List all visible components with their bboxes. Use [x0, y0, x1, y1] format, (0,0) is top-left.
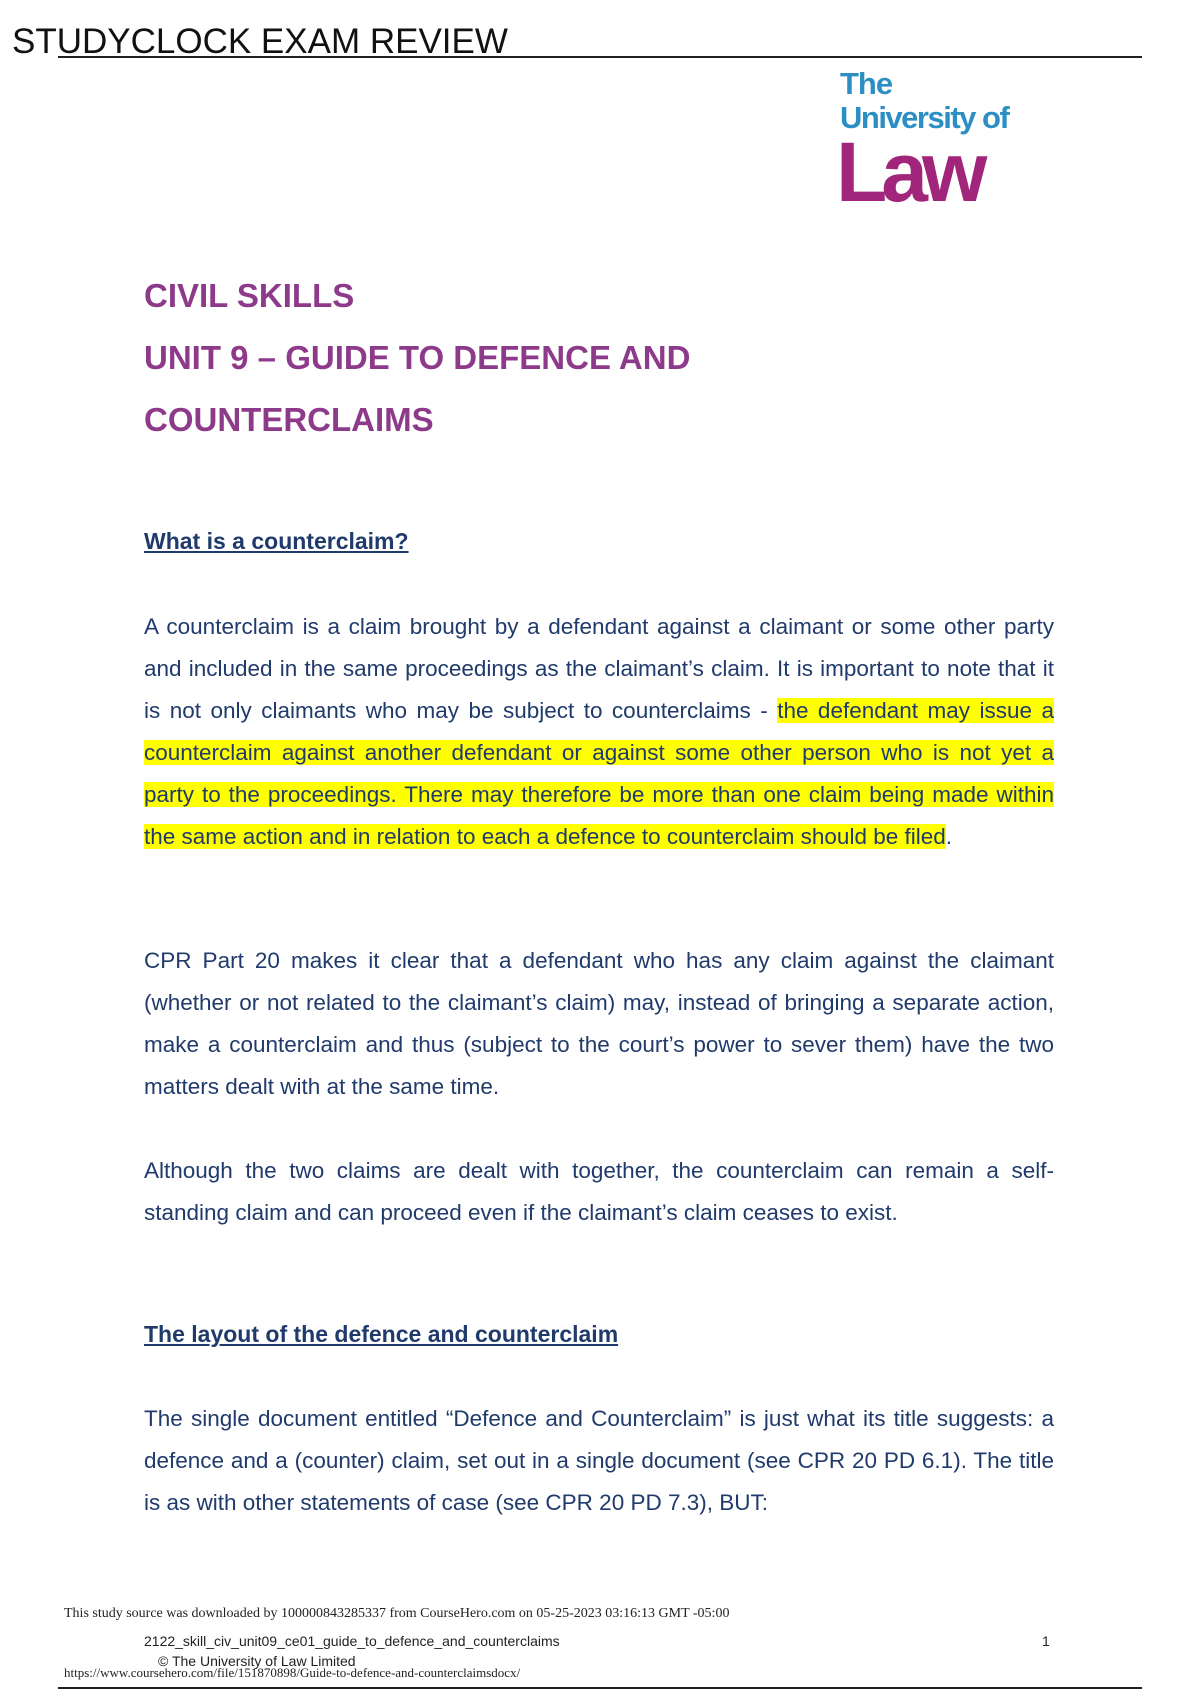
paragraph-layout: The single document entitled “Defence and Counterclaim” is just what its title suggests: a defence and a (counter) claim, set out in a single document (see CPR 20 PD 6.1). The title is as with other statements of case (see CPR 20 PD 7.3), BUT: — [144, 1406, 1054, 1515]
title-line-3: COUNTERCLAIMS — [144, 401, 434, 438]
header-rule — [58, 56, 1142, 58]
university-of-law-logo — [836, 66, 1038, 219]
logo-text-law: Law — [836, 125, 982, 219]
footer-filename: 2122_skill_civ_unit09_ce01_guide_to_defence_and_counterclaims — [144, 1633, 560, 1649]
logo-text-university: University of — [840, 100, 1009, 135]
page-banner: STUDYCLOCK EXAM REVIEW — [12, 22, 508, 61]
paragraph-definition-text: A counterclaim is a claim brought by a defendant against a claimant or some other party and included in the same proceedings as the claimant’s claim. It is important to note that it is not only claimants who may be subject to counterclaims - — [144, 614, 1054, 723]
title-line-1: CIVIL SKILLS — [144, 277, 355, 314]
paragraph-definition — [144, 606, 1054, 858]
paragraph-self-standing: Although the two claims are dealt with together, the counterclaim can remain a self-standing claim and can proceed even if the claimant’s claim ceases to exist. — [144, 1158, 1054, 1225]
footer-copyright: © The University of Law Limited — [158, 1653, 356, 1669]
paragraph-cpr-part-20: CPR Part 20 makes it clear that a defendant who has any claim against the claimant (whether or not related to the claimant’s claim) may, instead of bringing a separate action, make a counterclaim and thus (subject to the court’s power to sever them) have the two matters dealt with at the same time. — [144, 948, 1054, 1099]
title-line-2: UNIT 9 – GUIDE TO DEFENCE AND — [144, 339, 691, 376]
page-number: 1 — [1042, 1633, 1050, 1649]
document-title — [144, 265, 690, 451]
section-heading-counterclaim: What is a counterclaim? — [144, 528, 409, 554]
logo-text-the: The — [840, 66, 893, 101]
paragraph-definition-end: . — [945, 824, 953, 849]
section-heading-layout: The layout of the defence and counterclaim — [144, 1321, 619, 1347]
footer-rule — [58, 1687, 1142, 1689]
source-url-link[interactable]: https://www.coursehero.com/file/151870898/Guide-to-defence-and-counterclaimsdocx/ — [64, 1665, 521, 1680]
download-source-notice: This study source was downloaded by 100000843285337 from CourseHero.com on 05-25-2023 03:16:13 GMT -05:00 — [64, 1606, 730, 1621]
highlighted-text: the defendant may issue a counterclaim against another defendant or against some other person who is not yet a party to the proceedings. There may therefore be more than one claim being made within the same action and in relation to each a defence to counterclaim should be filed — [144, 698, 1054, 849]
